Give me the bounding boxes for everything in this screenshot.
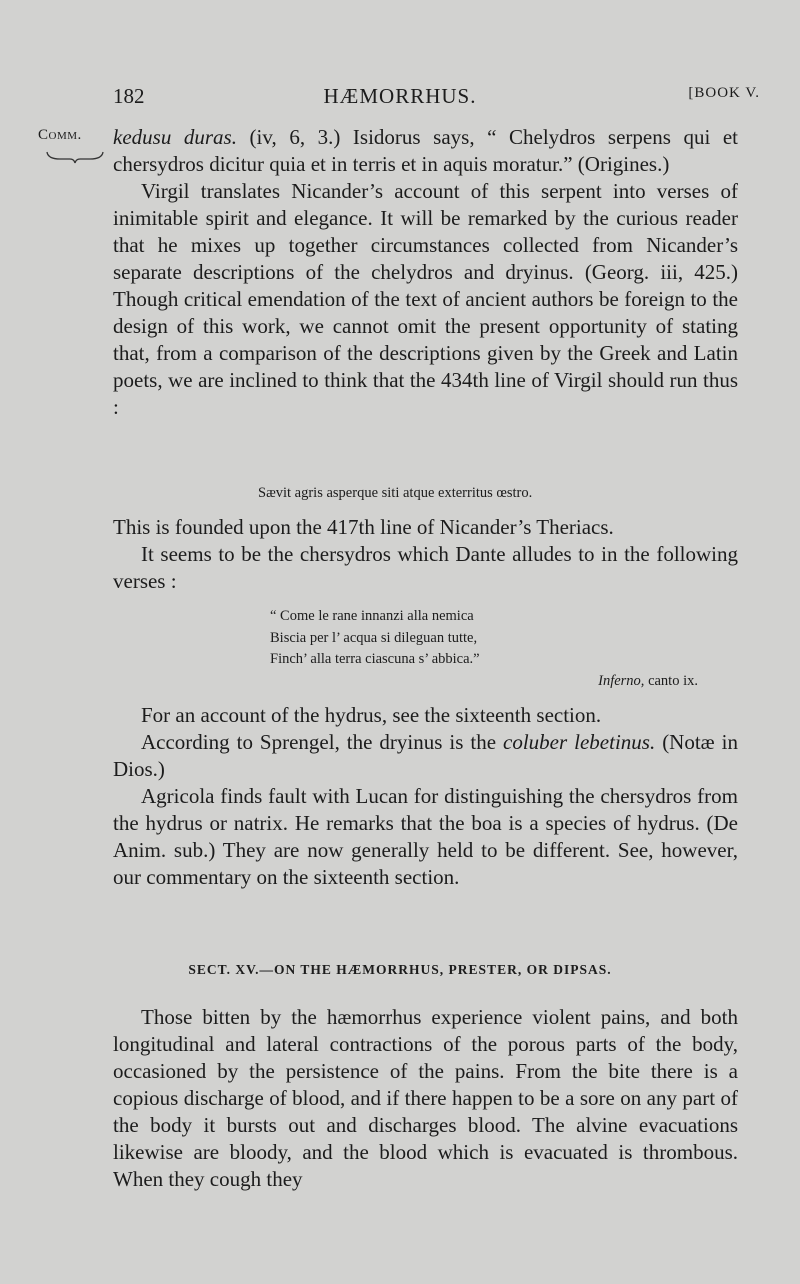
commentary-paragraph: [113, 124, 738, 178]
running-header: [0, 84, 800, 114]
commentary-text: (iv, 6, 3.) Isidorus says, “ Chelydros serpens qui et chersydros dicitur quia et in terris et in aquis moratur.” (Origines.): [113, 125, 739, 176]
paragraph-agricola: Agricola finds fault with Lucan for distinguishing the chersydros from the hydrus or natrix. He remarks that the boa is a species of hydrus. (De Anim. sub.) They are now generally held to be different. See, however, our commentary on the sixteenth section.: [113, 784, 738, 889]
paragraph-virgil: Virgil translates Nicander’s account of this serpent into verses of inimitable spirit and elegance. It will be remarked by the curious reader that he mixes up together circumstances collected from Nicander’s separate descriptions of the chelydros and dryinus. (Georg. iii, 425.) Though critical emendation of the text of ancient authors be foreign to the design of this work, we cannot omit the present opportunity of stating that, from a comparison of the descriptions given by the Greek and Latin poets, we are inclined to think that the 434th line of Virgil should run thus :: [113, 179, 738, 419]
commentary-block-1: [113, 124, 738, 421]
margin-note: Comm.: [38, 127, 82, 143]
commentary-block-3: [113, 702, 738, 891]
page-number: 182: [113, 84, 145, 108]
section-body: [113, 1004, 738, 1193]
section-heading: SECT. XV.—ON THE HÆMORRHUS, PRESTER, OR DIPSAS.: [188, 962, 612, 977]
book-label: [BOOK V.: [688, 85, 760, 101]
species-name: coluber lebetinus.: [503, 730, 656, 754]
verse-line: “ Come le rane innanzi alla nemica: [270, 608, 474, 624]
paragraph-haemorrhus: Those bitten by the hæmorrhus experience violent pains, and both longitudinal and lateral contractions of the porous parts of the body, occasioned by the persistence of the pains. From the bite there is a copious discharge of blood, and if there happen to be a sore on any part of the body it bursts out and discharges blood. The alvine evacuations likewise are bloody, and the blood which is evacuated is thrombous. When they cough they: [113, 1005, 738, 1191]
verse-line: Finch’ alla terra ciascuna s’ abbica.”: [270, 651, 480, 667]
paragraph-sprengel: According to Sprengel, the dryinus is the coluber lebetinus. (Notæ in Dios.): [113, 730, 739, 781]
dante-verse: [270, 606, 710, 692]
paragraph-dante: It seems to be the chersydros which Dante alludes to in the following verses :: [113, 542, 738, 593]
paragraph-nicander: This is founded upon the 417th line of Nicander’s Theriacs.: [113, 515, 614, 539]
commentary-block-2: [113, 514, 738, 595]
latin-quote: Sævit agris asperque siti atque exterritus œstro.: [258, 485, 533, 501]
page-title: HÆMORRHUS.: [323, 84, 477, 108]
verse-line: Biscia per l’ acqua si dileguan tutte,: [270, 629, 478, 646]
margin-brace-icon: [46, 150, 104, 164]
greek-term: kedusu duras.: [113, 125, 237, 149]
verse-source: Inferno, canto ix.: [598, 672, 698, 689]
paragraph-hydrus: For an account of the hydrus, see the sixteenth section.: [141, 703, 602, 727]
